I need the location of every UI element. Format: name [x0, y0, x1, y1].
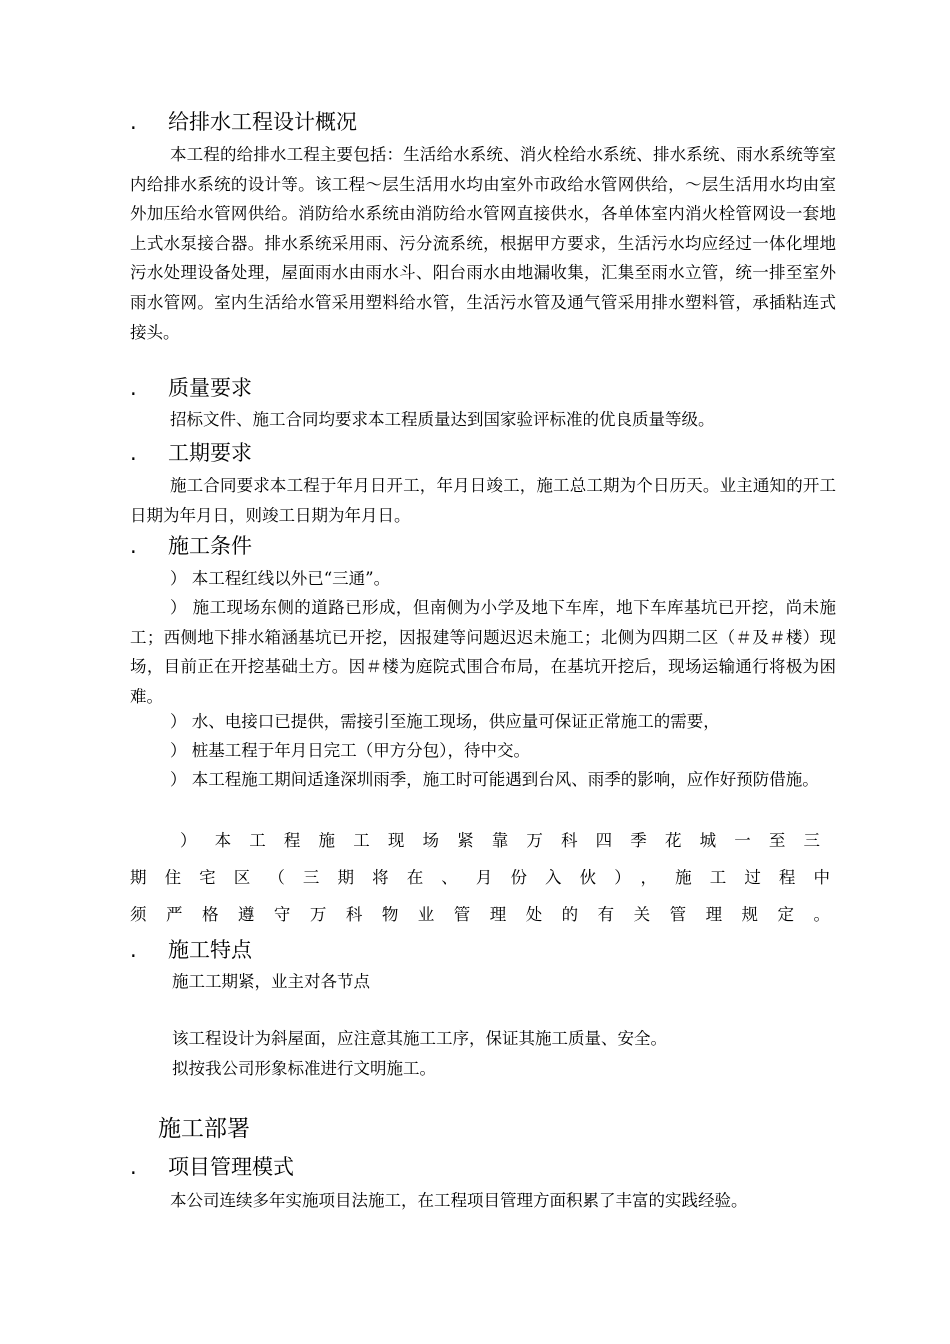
section-heading-schedule — [130, 439, 252, 467]
section-marker: . — [130, 376, 137, 400]
section-heading-quality — [130, 374, 252, 402]
section-title: 工期要求 — [168, 441, 252, 465]
condition-item-spaced-1 — [180, 822, 820, 860]
spaced-line: ）本工程施工现场紧靠万科四季花城一至三 — [180, 831, 820, 850]
section-paragraph-schedule: 施工合同要求本工程于年月日开工，年月日竣工，施工总工期为个日历天。业主通知的开工日期为年月日，则竣工日期为年月日。 — [130, 476, 836, 525]
section-marker: . — [130, 534, 137, 558]
condition-item-spaced-3 — [130, 896, 830, 934]
spaced-line: 须严格遵守万科物业管理处的有关管理规定。 — [130, 905, 830, 924]
chapter-title: 施工部署 — [158, 1116, 250, 1142]
feature-line: 拟按我公司形象标准进行文明施工。 — [172, 1059, 436, 1078]
section-marker: . — [130, 110, 137, 134]
section-heading-management — [130, 1153, 294, 1181]
section-marker: . — [130, 1155, 137, 1179]
spaced-line: 期住宅区（三期将在、月份入伙），施工过程中 — [130, 868, 830, 887]
section-title: 项目管理模式 — [168, 1155, 294, 1179]
section-heading-features — [130, 936, 252, 964]
section-title: 施工特点 — [168, 938, 252, 962]
section-paragraph-management: 本公司连续多年实施项目法施工，在工程项目管理方面积累了丰富的实践经验。 — [170, 1191, 748, 1210]
condition-item-spaced-2 — [130, 859, 830, 897]
section-title: 施工条件 — [168, 534, 252, 558]
section-marker: . — [130, 441, 137, 465]
section-title: 质量要求 — [168, 376, 252, 400]
section-paragraph-quality: 招标文件、施工合同均要求本工程质量达到国家验评标准的优良质量等级。 — [170, 410, 715, 429]
condition-item: ） 本工程红线以外已“三通”。 — [170, 569, 391, 588]
condition-item: ） 桩基工程于年月日完工（甲方分包），待中交。 — [170, 741, 530, 760]
condition-item: ） 本工程施工期间适逢深圳雨季，施工时可能遇到台风、雨季的影响，应作好预防借施。 — [170, 770, 819, 789]
feature-line: 施工工期紧，业主对各节点 — [172, 972, 370, 991]
condition-item: ） 水、电接口已提供，需接引至施工现场，供应量可保证正常施工的需要， — [170, 712, 720, 731]
section-heading-conditions — [130, 532, 252, 560]
feature-line: 该工程设计为斜屋面，应注意其施工工序，保证其施工质量、安全。 — [172, 1029, 667, 1048]
section-title: 给排水工程设计概况 — [168, 110, 357, 134]
section-paragraph-water-supply: 本工程的给排水工程主要包括：生活给水系统、消火栓给水系统、排水系统、雨水系统等室内给排水系统的设计等。该工程～层生活用水均由室外市政给水管网供给，～层生活用水均由室外加压给水管网供给。消防给水系统由消防给水管网直接供水，各单体室内消火栓管网设一套地上式水泵接合器。排水系统采用雨、污分流系统，根据甲方要求，生活污水均应经过一体化埋地污水处理设备处理，屋面雨水由雨水斗、阳台雨水由地漏收集，汇集至雨水立管，统一排至室外雨水管网。室内生活给水管采用塑料给水管，生活污水管及通气管采用排水塑料管，承插粘连式接头。 — [130, 145, 836, 342]
section-marker: . — [130, 938, 137, 962]
section-heading-water-supply — [130, 108, 357, 136]
condition-item: ） 施工现场东侧的道路已形成，但南侧为小学及地下车库，地下车库基坑已开挖，尚未施工；西侧地下排水箱涵基坑已开挖，因报建等问题迟迟未施工；北侧为四期二区（＃及＃楼）现场，目前正在开挖基础土方。因＃楼为庭院式围合布局，在基坑开挖后，现场运输通行将极为困难。 — [130, 598, 836, 706]
